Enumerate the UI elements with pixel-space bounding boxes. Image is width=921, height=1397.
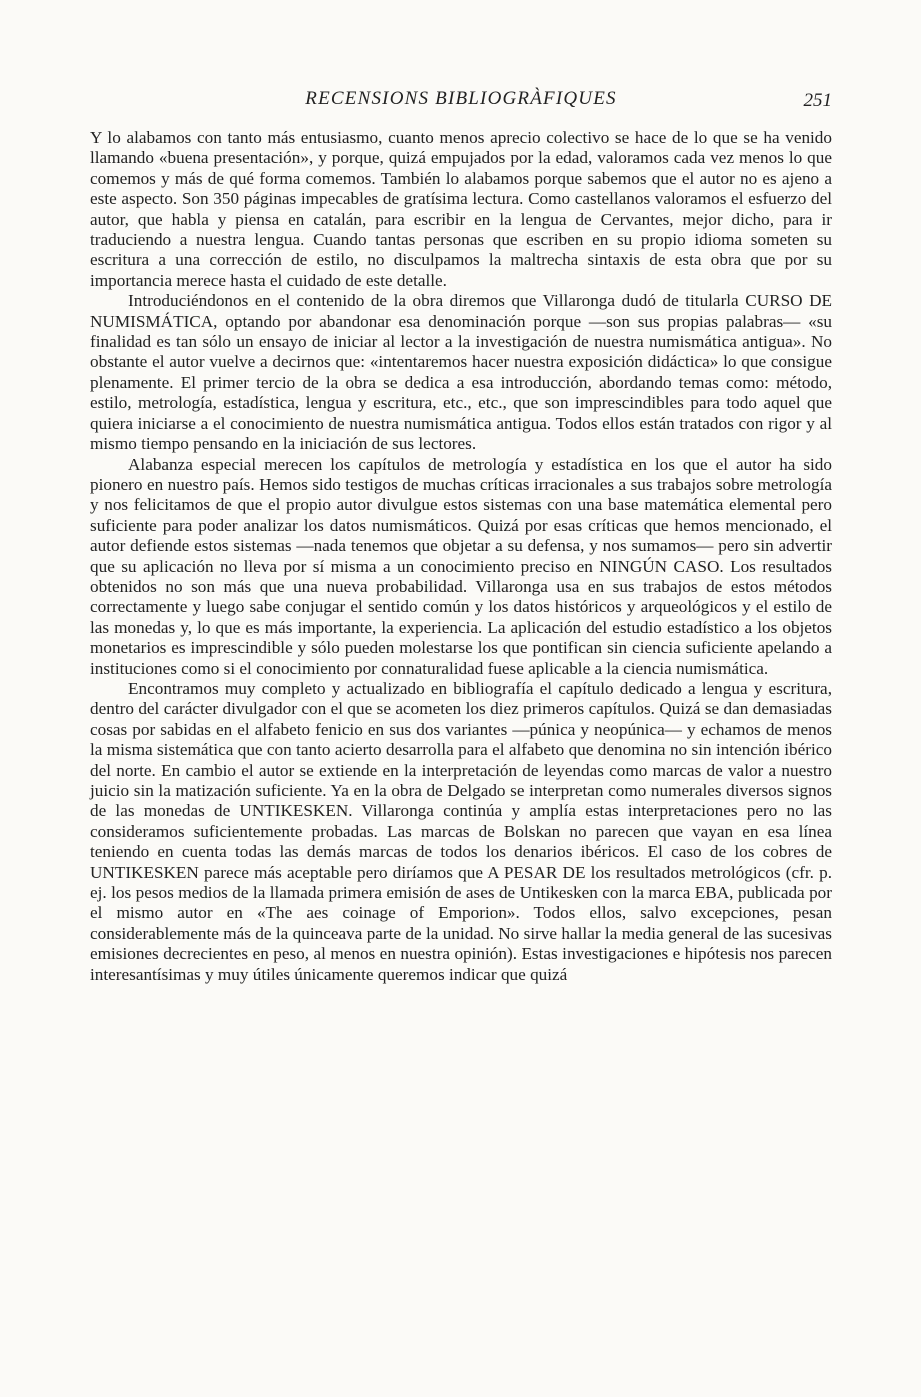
- paragraph-2: Introduciéndonos en el contenido de la obra diremos que Villaronga dudó de titularla CURSO DE NUMISMÁTICA, optando por abandonar esa denominación porque —son sus propias palabras— «su finalidad es tan sólo un ensayo de iniciar al lector a la investigación de nuestra numismática antigua». No obstante el autor vuelve a decirnos que: «intentaremos hacer nuestra exposición didáctica» lo que consigue plenamente. El primer tercio de la obra se dedica a esa introducción, abordando temas como: método, estilo, metrología, estadística, lengua y escritura, etc., etc., que son imprescindibles para todo aquel que quiera iniciarse a el conocimiento de nuestra numismática antigua. Todos ellos están tratados con rigor y al mismo tiempo pensando en la iniciación de sus lectores.: [90, 291, 832, 454]
- body-text: [90, 128, 832, 985]
- paragraph-3: Alabanza especial merecen los capítulos de metrología y estadística en los que el autor ha sido pionero en nuestro país. Hemos sido testigos de muchas críticas irracionales a sus trabajos sobre metrología y nos felicitamos de que el propio autor divulgue estos sistemas con una base matemática elemental pero suficiente para poder analizar los datos numismáticos. Quizá por esas críticas que hemos mencionado, el autor defiende estos sistemas —nada tenemos que objetar a su defensa, y nos sumamos— pero sin advertir que su aplicación no lleva por sí misma a un conocimiento preciso en NINGÚN CASO. Los resultados obtenidos no son más que una nueva probabilidad. Villaronga usa en sus trabajos de estos métodos correctamente y luego sabe conjugar el sentido común y los datos históricos y arqueológicos y el estilo de las monedas y, lo que es más importante, la experiencia. La aplicación del estudio estadístico a los objetos monetarios es imprescindible y sólo pueden molestarse los que pontifican sin ciencia suficiente apelando a instituciones como si el conocimiento por connaturalidad fuese aplicable a la ciencia numismática.: [90, 454, 832, 678]
- paragraph-1: Y lo alabamos con tanto más entusiasmo, cuanto menos aprecio colectivo se hace de lo que se ha venido llamando «buena presentación», y porque, quizá empujados por la edad, valoramos cada vez menos lo que comemos y más de qué forma comemos. También lo alabamos porque sabemos que el autor no es ajeno a este aspecto. Son 350 páginas impecables de gratísima lectura. Como castellanos valoramos el esfuerzo del autor, que habla y piensa en catalán, para escribir en la lengua de Cervantes, mejor dicho, para ir traduciendo a nuestra lengua. Cuando tantas personas que escriben en su propio idioma someten su escritura a una corrección de estilo, no disculpamos la maltrecha sintaxis de esta obra que por su importancia merece hasta el cuidado de este detalle.: [90, 128, 832, 290]
- paragraph-4: Encontramos muy completo y actualizado en bibliografía el capítulo dedicado a lengua y escritura, dentro del carácter divulgador con el que se acometen los diez primeros capítulos. Quizá se dan demasiadas cosas por sabidas en el alfabeto fenicio en sus dos variantes —púnica y neopúnica— y echamos de menos la misma sistemática que con tanto acierto desarrolla para el alfabeto que denomina no sin intención ibérico del norte. En cambio el autor se extiende en la interpretación de leyendas como marcas de valor a nuestro juicio sin la matización suficiente. Ya en la obra de Delgado se interpretan como numerales diversos signos de las monedas de UNTIKESKEN. Villaronga continúa y amplía estas interpretaciones pero no las consideramos suficientemente probadas. Las marcas de Bolskan no parecen que vayan en esa línea teniendo en cuenta todas las demás marcas de todos los denarios ibéricos. El caso de los cobres de UNTIKESKEN parece más aceptable pero diríamos que A PESAR DE los resultados metrológicos (cfr. p. ej. los pesos medios de la llamada primera emisión de ases de Untikesken con la marca EBA, publicada por el mismo autor en «The aes coinage of Emporion». Todos ellos, salvo excepciones, pesan considerablemente más de la quinceava parte de la unidad. No sirve hallar la media general de las sucesivas emisiones decrecientes en peso, al menos en nuestra opinión). Estas investigaciones e hipótesis nos parecen interesantísimas y muy útiles únicamente queremos indicar que quizá: [90, 678, 832, 984]
- page-header: [90, 88, 832, 118]
- running-head: RECENSIONS BIBLIOGRÀFIQUES: [305, 88, 617, 109]
- page-number: 251: [803, 90, 832, 111]
